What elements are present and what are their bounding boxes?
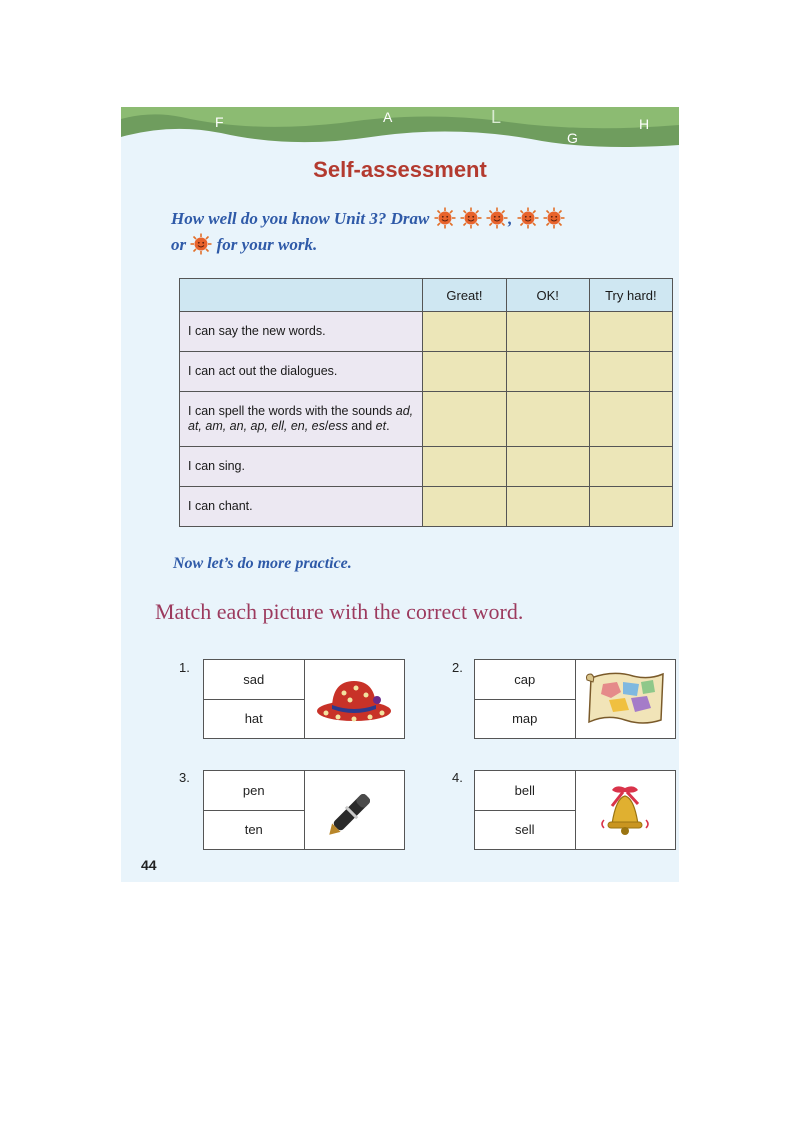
statement-cell: I can sing. <box>180 447 423 487</box>
sun-face-icon <box>190 233 212 255</box>
exercise-number: 4. <box>452 770 463 785</box>
sun-face-icon <box>460 207 482 229</box>
word-option[interactable]: pen <box>242 782 265 798</box>
word-option[interactable]: map <box>475 699 575 739</box>
rating-box[interactable] <box>423 352 506 392</box>
picture-cell[interactable] <box>576 660 676 738</box>
table-row <box>180 447 673 487</box>
picture-cell[interactable] <box>305 771 405 849</box>
rating-box[interactable] <box>506 352 589 392</box>
instruction-line-2 <box>171 233 317 255</box>
rating-box[interactable] <box>589 487 672 527</box>
textbook-page <box>121 107 679 882</box>
rating-box[interactable] <box>506 487 589 527</box>
column-header: Try hard! <box>589 279 672 312</box>
match-exercise-4 <box>474 770 676 850</box>
picture-cell[interactable] <box>576 771 676 849</box>
self-assessment-table <box>179 278 673 527</box>
table-row <box>180 352 673 392</box>
rating-box[interactable] <box>423 312 506 352</box>
rating-box[interactable] <box>423 487 506 527</box>
rating-box[interactable] <box>589 352 672 392</box>
exercise-number: 1. <box>179 660 190 675</box>
rating-box[interactable] <box>506 392 589 447</box>
word-option[interactable]: cap <box>514 671 536 687</box>
word-option[interactable]: sell <box>475 810 575 850</box>
map-icon <box>583 668 667 730</box>
exercise-number: 2. <box>452 660 463 675</box>
match-heading: Match each picture with the correct word. <box>155 599 524 624</box>
hat-icon <box>314 673 394 725</box>
banner-letter: L <box>491 107 502 127</box>
rating-box[interactable] <box>589 447 672 487</box>
match-exercise-1 <box>203 659 405 739</box>
match-exercise-2 <box>474 659 676 739</box>
instruction-text: How well do you know Unit 3? Draw <box>171 209 430 228</box>
sun-face-icon <box>543 207 565 229</box>
rating-box[interactable] <box>506 447 589 487</box>
rating-box[interactable] <box>589 312 672 352</box>
table-row <box>180 392 673 447</box>
statement-cell: I can spell the words with the sounds ad, at, am, an, ap, ell, en, es/ess and et. <box>180 392 423 447</box>
sun-face-icon <box>517 207 539 229</box>
sun-face-icon <box>434 207 456 229</box>
table-row <box>180 487 673 527</box>
practice-prompt: Now let’s do more practice. <box>173 555 352 572</box>
statement-cell: I can say the new words. <box>180 312 423 352</box>
banner-letter: H <box>639 116 650 132</box>
page-title: Self-assessment <box>313 157 487 182</box>
bell-icon <box>590 780 660 840</box>
page-banner <box>121 107 679 151</box>
rating-box[interactable] <box>423 392 506 447</box>
banner-letter: G <box>567 130 578 146</box>
table-row <box>180 312 673 352</box>
word-option[interactable]: bell <box>514 782 535 798</box>
column-header: Great! <box>423 279 506 312</box>
word-option[interactable]: sad <box>243 671 265 687</box>
statement-cell: I can chant. <box>180 487 423 527</box>
column-header: OK! <box>506 279 589 312</box>
picture-cell[interactable] <box>305 660 405 738</box>
instruction-line-1: How well do you know Unit 3? Draw , <box>171 207 565 229</box>
page-number: 44 <box>141 857 157 873</box>
pen-icon <box>319 780 389 840</box>
exercise-number: 3. <box>179 770 190 785</box>
banner-letter: A <box>383 109 393 125</box>
rating-box[interactable] <box>506 312 589 352</box>
rating-box[interactable] <box>589 392 672 447</box>
word-option[interactable]: hat <box>204 699 304 739</box>
table-header-blank <box>180 279 423 312</box>
statement-cell: I can act out the dialogues. <box>180 352 423 392</box>
banner-letter: F <box>215 114 224 130</box>
match-exercise-3 <box>203 770 405 850</box>
instruction-text: or <box>171 235 187 254</box>
instruction-text: for your work. <box>216 235 318 254</box>
sun-face-icon <box>486 207 508 229</box>
word-option[interactable]: ten <box>204 810 304 850</box>
rating-box[interactable] <box>423 447 506 487</box>
